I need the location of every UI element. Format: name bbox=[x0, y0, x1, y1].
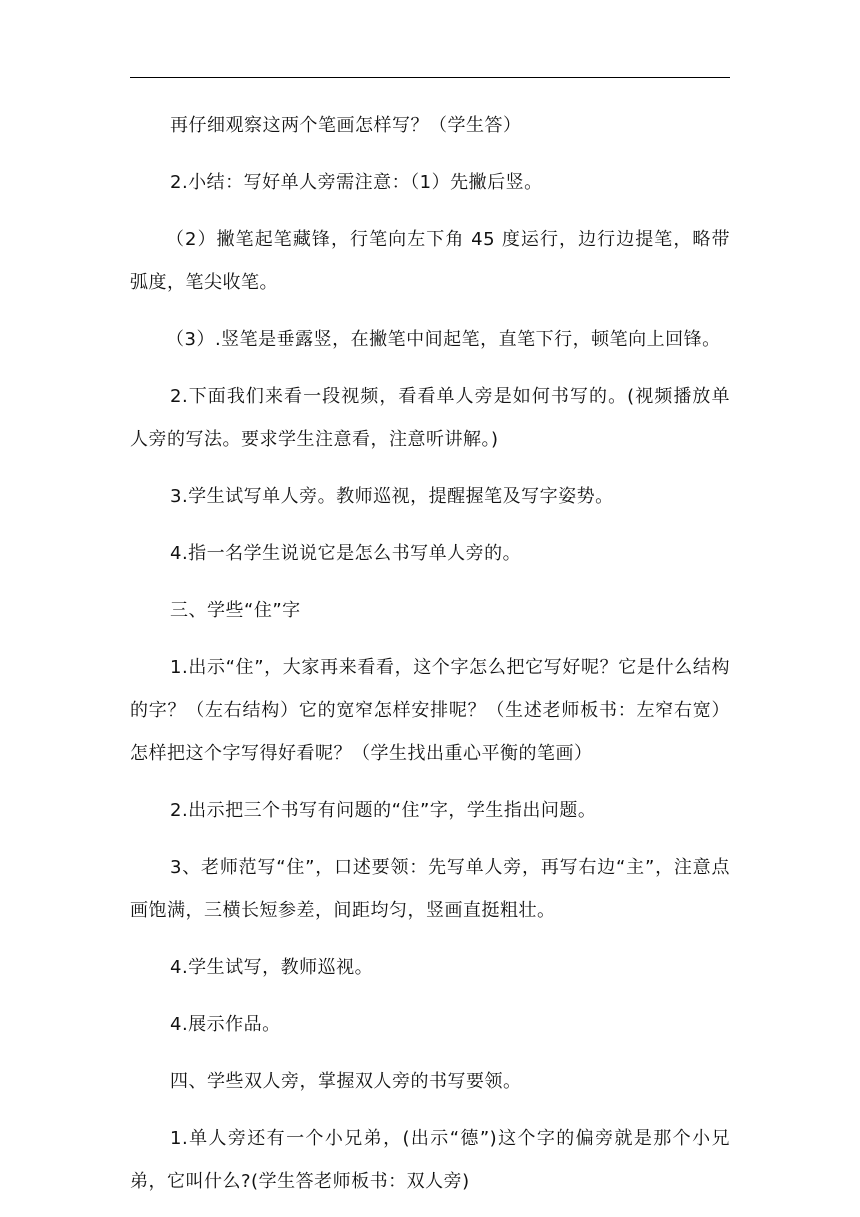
paragraph-student-try: 4.学生试写，教师巡视。 bbox=[170, 957, 374, 978]
paragraph-summary: 2.小结：写好单人旁需注意：（1）先撇后竖。 bbox=[170, 172, 543, 193]
paragraph-double-radical: 1.单人旁还有一个小兄弟，(出示“德”)这个字的偏旁就是那个小兄弟，它叫什么?(学生答老师板书：双人旁) bbox=[130, 1128, 730, 1192]
header-rule bbox=[130, 77, 730, 78]
paragraph-problem-characters: 2.出示把三个书写有问题的“住”字，学生指出问题。 bbox=[170, 800, 597, 821]
paragraph-show-zhu: 1.出示“住”，大家再来看看，这个字怎么把它写好呢？它是什么结构的字？（左右结构）它的宽窄怎样安排呢？（生述老师板书：左窄右宽）怎样把这个字写得好看呢？（学生找出重心平衡的笔画） bbox=[130, 657, 730, 764]
section-heading-three: 三、学些“住”字 bbox=[170, 600, 301, 621]
paragraph-video: 2.下面我们来看一段视频，看看单人旁是如何书写的。(视频播放单人旁的写法。要求学生注意看，注意听讲解。) bbox=[130, 386, 730, 450]
paragraph-student-explain: 4.指一名学生说说它是怎么书写单人旁的。 bbox=[170, 543, 522, 564]
paragraph-pie-stroke: （2）撇笔起笔藏锋，行笔向左下角 45 度运行，边行边提笔，略带弧度，笔尖收笔。 bbox=[130, 229, 730, 293]
section-heading-four: 四、学些双人旁，掌握双人旁的书写要领。 bbox=[170, 1071, 522, 1092]
paragraph-show-work: 4.展示作品。 bbox=[170, 1014, 281, 1035]
paragraph-teacher-demo: 3、老师范写“住”，口述要领：先写单人旁，再写右边“主”，注意点画饱满，三横长短参差，间距均匀，竖画直挺粗壮。 bbox=[130, 857, 730, 921]
paragraph-shu-stroke: （3）.竖笔是垂露竖，在撇笔中间起笔，直笔下行，顿笔向上回锋。 bbox=[166, 329, 721, 350]
document-body bbox=[130, 104, 730, 1217]
paragraph-practice-radical: 3.学生试写单人旁。教师巡视，提醒握笔及写字姿势。 bbox=[170, 486, 614, 507]
paragraph-observe-strokes: 再仔细观察这两个笔画怎样写？（学生答） bbox=[170, 115, 522, 136]
